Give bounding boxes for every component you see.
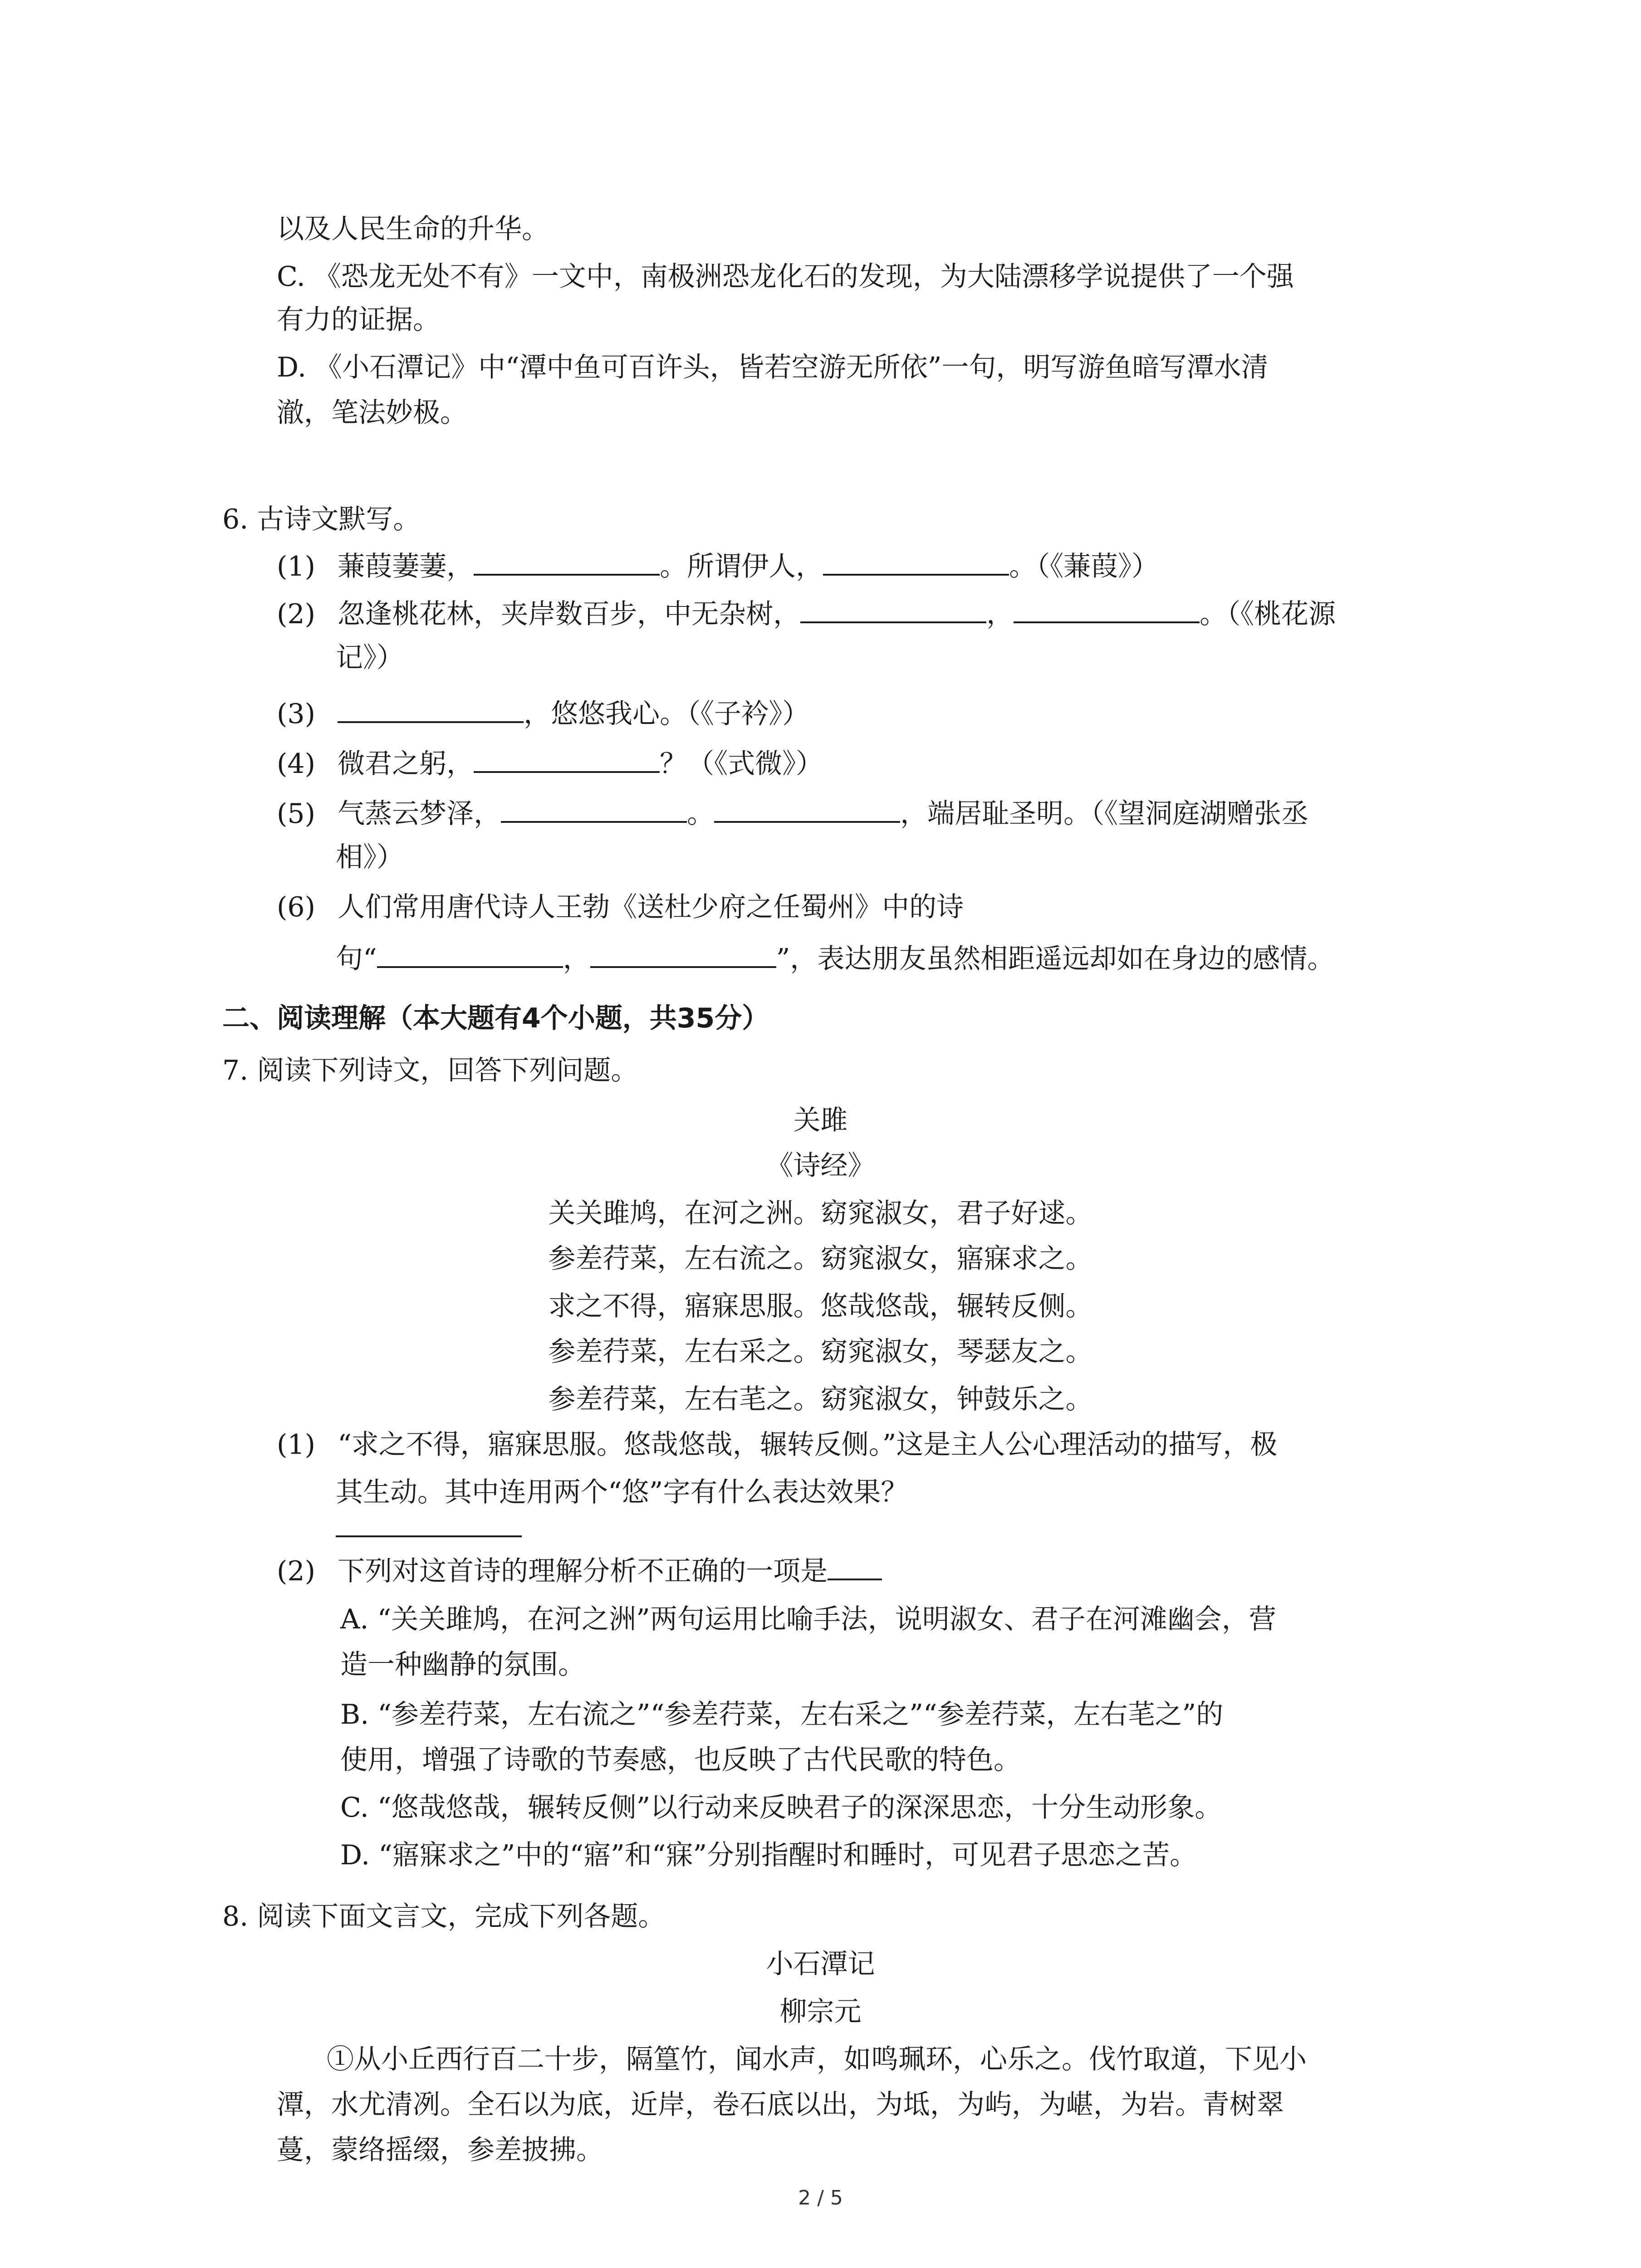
q6-item-6 xyxy=(277,889,964,925)
answer-blank[interactable] xyxy=(1014,594,1200,623)
q6-item-2 xyxy=(277,594,1336,632)
answer-blank[interactable] xyxy=(714,794,900,823)
q7-option-a-line2: 造一种幽静的氛围。 xyxy=(340,1649,585,1681)
q6-item-2-num: (2) xyxy=(277,598,315,630)
answer-blank[interactable] xyxy=(823,547,1009,576)
answer-blank[interactable] xyxy=(474,744,660,773)
q7-sub2-text: 下列对这首诗的理解分析不正确的一项是 xyxy=(338,1555,828,1587)
q6-item-6-text-b: 句“ xyxy=(336,943,377,975)
q6-item-4-text-a: 微君之躬， xyxy=(338,748,474,780)
q7-title: 7. 阅读下列诗文，回答下列问题。 xyxy=(222,1055,638,1086)
q6-item-5-wrap: 相》） xyxy=(336,841,404,873)
text-title: 小石潭记 xyxy=(766,1948,875,1980)
q6-item-5-text-a: 气蒸云梦泽， xyxy=(338,798,501,830)
q6-item-2-text-b: ， xyxy=(986,598,1014,630)
q6-item-6-num: (6) xyxy=(277,891,315,923)
q5-option-d-line2: 澈，笔法妙极。 xyxy=(277,397,467,429)
poem-line: 参差荇菜，左右采之。窈窕淑女，琴瑟友之。 xyxy=(548,1336,1093,1368)
q7-sub1-num: (1) xyxy=(277,1429,315,1461)
answer-blank[interactable] xyxy=(828,1551,882,1580)
q7-sub1-text: “求之不得，寤寐思服。悠哉悠哉，辗转反侧。”这是主人公心理活动的描写，极 xyxy=(338,1429,1278,1461)
text-author: 柳宗元 xyxy=(779,1996,862,2028)
q6-item-3 xyxy=(277,694,809,732)
section-heading: 二、阅读理解（本大题有4个小题，共35分） xyxy=(222,1002,769,1034)
answer-blank[interactable] xyxy=(474,547,660,576)
q8-title: 8. 阅读下面文言文，完成下列各题。 xyxy=(222,1901,666,1932)
poem-line: 关关雎鸠，在河之洲。窈窕淑女，君子好逑。 xyxy=(548,1198,1093,1229)
q6-item-2-text-c: 。（《桃花源 xyxy=(1200,598,1336,630)
q6-item-4-num: (4) xyxy=(277,748,315,780)
page-number: 2 / 5 xyxy=(798,2186,843,2209)
answer-blank[interactable] xyxy=(800,594,986,623)
q6-item-1 xyxy=(277,547,1159,585)
q7-option-d: D. “寤寐求之”中的“寤”和“寐”分别指醒时和睡时，可见君子思恋之苦。 xyxy=(340,1839,1197,1871)
q6-title: 6. 古诗文默写。 xyxy=(222,503,421,535)
poem-line: 求之不得，寤寐思服。悠哉悠哉，辗转反侧。 xyxy=(548,1290,1093,1322)
q5-option-c-line1: C. 《恐龙无处不有》一文中，南极洲恐龙化石的发现，为大陆漂移学说提供了一个强 xyxy=(277,261,1294,293)
q7-option-a-line1: A. “关关雎鸠，在河之洲”两句运用比喻手法，说明淑女、君子在河滩幽会，营 xyxy=(340,1603,1276,1635)
q7-option-c: C. “悠哉悠哉，辗转反侧”以行动来反映君子的深深思恋，十分生动形象。 xyxy=(340,1792,1222,1823)
q6-item-5 xyxy=(277,794,1308,832)
q6-item-1-text-b: 。所谓伊人， xyxy=(660,551,823,582)
q6-item-4 xyxy=(277,744,823,782)
q7-sub2 xyxy=(277,1551,882,1589)
q6-item-3-text-a: ，悠悠我心。（《子衿》） xyxy=(524,698,810,730)
q6-item-4-text-b: ？（《式微》） xyxy=(660,748,823,780)
poem-line: 参差荇菜，左右芼之。窈窕淑女，钟鼓乐之。 xyxy=(548,1383,1093,1415)
q6-item-1-num: (1) xyxy=(277,551,315,582)
q6-item-3-num: (3) xyxy=(277,698,315,730)
q7-option-b-line1: B. “参差荇菜，左右流之”“参差荇菜，左右采之”“参差荇菜，左右芼之”的 xyxy=(340,1699,1224,1730)
q6-item-1-text-c: 。（《蒹葭》） xyxy=(1009,551,1159,582)
answer-blank[interactable] xyxy=(338,694,524,723)
passage-line: ①从小丘西行百二十步，隔篁竹，闻水声，如鸣珮环，心乐之。伐竹取道，下见小 xyxy=(327,2043,1307,2075)
q5-option-b-end: 以及人民生命的升华。 xyxy=(277,213,549,245)
q7-sub2-num: (2) xyxy=(277,1555,315,1587)
q5-option-d-line1: D. 《小石潭记》中“潭中鱼可百许头，皆若空游无所依”一句，明写游鱼暗写潭水清 xyxy=(277,352,1269,383)
q5-option-c-line2: 有力的证据。 xyxy=(277,304,440,336)
passage-line: 潭，水尤清冽。全石以为底，近岸，卷石底以出，为坻，为屿，为嵁，为岩。青树翠 xyxy=(277,2089,1284,2121)
passage-line: 蔓，蒙络摇缀，参差披拂。 xyxy=(277,2134,603,2166)
answer-blank[interactable] xyxy=(377,939,563,968)
q6-item-2-text-a: 忽逢桃花林，夹岸数百步，中无杂树， xyxy=(338,598,801,630)
q6-item-5-text-c: ，端居耻圣明。（《望洞庭湖赠张丞 xyxy=(900,798,1309,830)
q7-sub1-wrap: 其生动。其中连用两个“悠”字有什么表达效果？ xyxy=(336,1476,908,1508)
q6-item-5-text-b: 。 xyxy=(687,798,715,830)
answer-blank[interactable] xyxy=(590,939,776,968)
q6-item-6-wrap xyxy=(336,939,1334,977)
q6-item-2-wrap: 记》） xyxy=(336,642,404,674)
answer-blank[interactable] xyxy=(336,1535,522,1537)
q6-item-6-text-c: ， xyxy=(563,943,590,975)
q6-item-1-text-a: 蒹葭萋萋， xyxy=(338,551,474,582)
q7-sub1 xyxy=(277,1427,1277,1463)
q7-option-b-line2: 使用，增强了诗歌的节奏感，也反映了古代民歌的特色。 xyxy=(340,1744,1021,1776)
poem-line: 参差荇菜，左右流之。窈窕淑女，寤寐求之。 xyxy=(548,1243,1093,1275)
q6-item-6-text-d: ”，表达朋友虽然相距遥远却如在身边的感情。 xyxy=(776,943,1335,975)
poem-source: 《诗经》 xyxy=(766,1150,875,1182)
q6-item-5-num: (5) xyxy=(277,798,315,830)
poem-title: 关雎 xyxy=(793,1105,848,1136)
answer-blank[interactable] xyxy=(501,794,687,823)
q6-item-6-text-a: 人们常用唐代诗人王勃《送杜少府之任蜀州》中的诗 xyxy=(338,891,964,923)
